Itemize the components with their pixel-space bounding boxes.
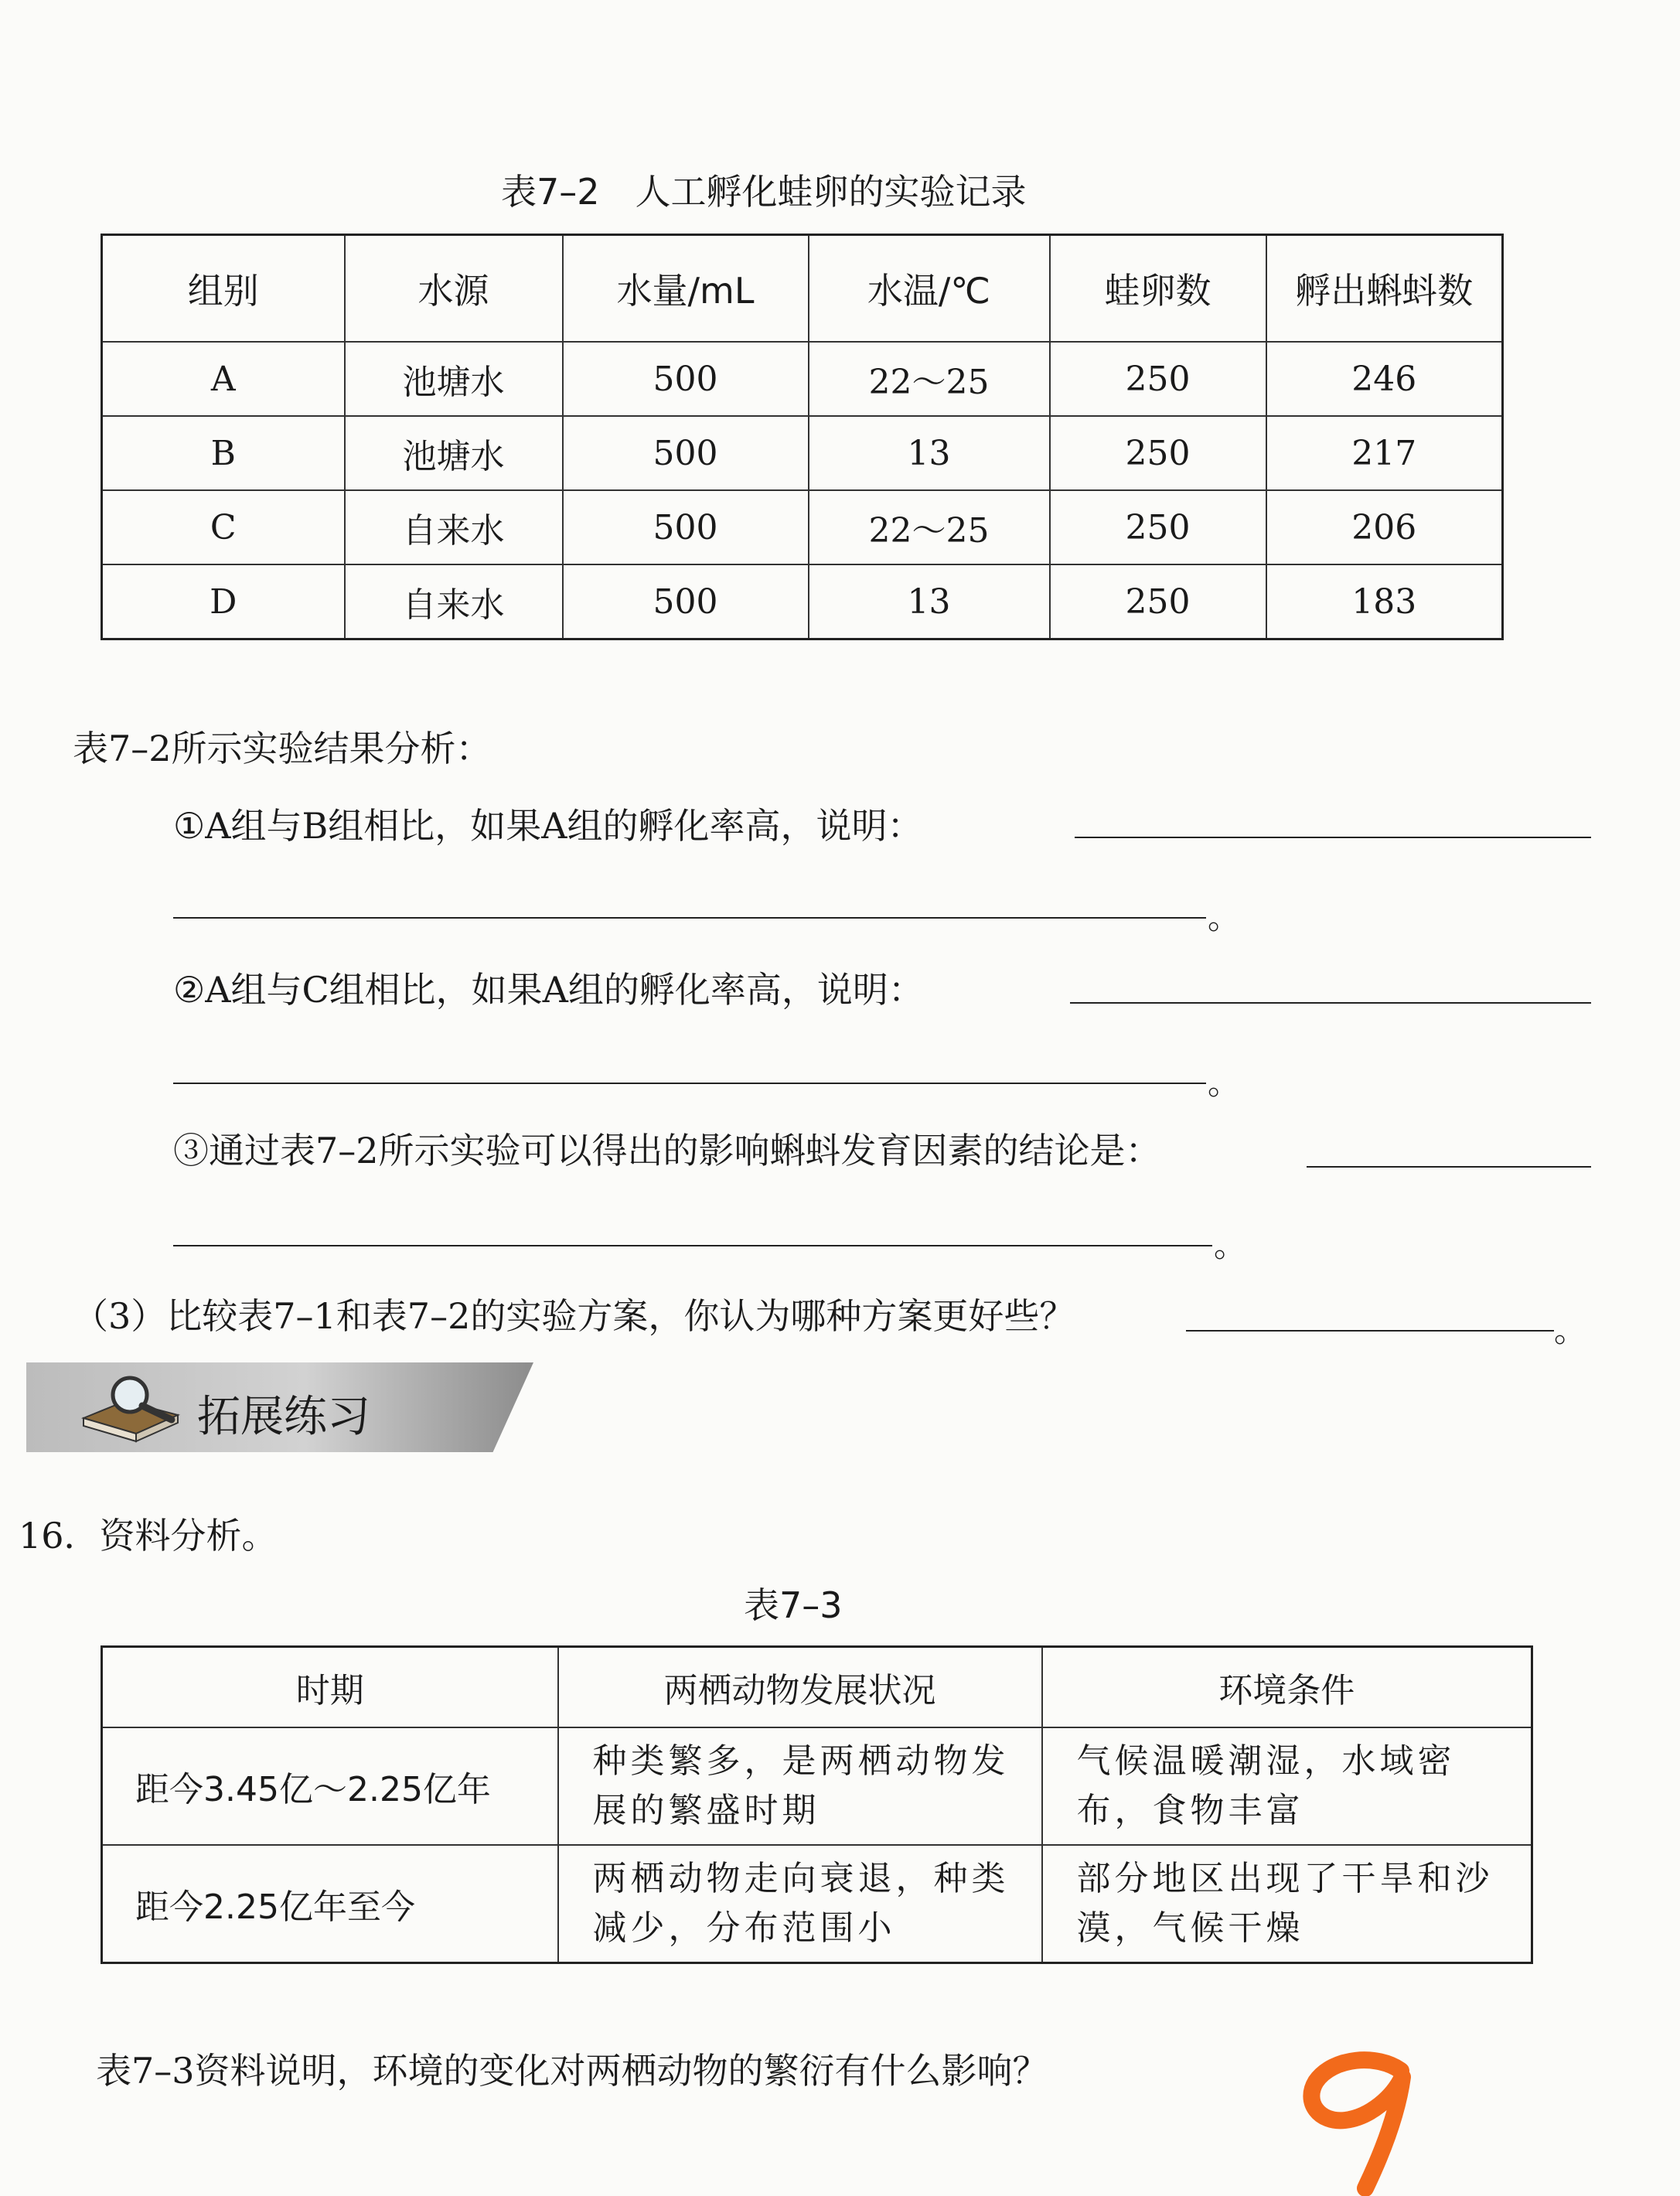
period-mark: 。 [1214,1226,1247,1264]
answer-blank[interactable] [173,1083,1206,1084]
table-72-header: 孵出蝌蚪数 [1266,235,1503,343]
table-cell: 13 [809,564,1050,639]
table-cell: 池塘水 [345,342,563,416]
section-title: 拓展练习 [197,1392,370,1442]
period-mark: 。 [1554,1311,1587,1349]
table-cell: 气候温暖潮湿，水域密布，食物丰富 [1042,1727,1532,1845]
table-cell: 500 [563,342,809,416]
table-row [102,1845,1532,1963]
table-cell: 22～25 [809,490,1050,564]
table-72-header: 蛙卵数 [1050,235,1266,343]
table-cell: C [102,490,345,564]
table-cell: 13 [809,416,1050,490]
table-cell: 部分地区出现了干旱和沙漠，气候干燥 [1042,1845,1532,1963]
table-cell: 250 [1050,564,1266,639]
answer-blank[interactable] [1075,837,1591,838]
table-72-header: 组别 [102,235,345,343]
analysis-heading: 表7–2所示实验结果分析： [73,728,492,769]
table-cell: 22～25 [809,342,1050,416]
table-cell: 250 [1050,416,1266,490]
table-cell: 183 [1266,564,1503,639]
question-16-label: 16．资料分析。 [19,1515,278,1557]
question-16-text: 表7–3资料说明，环境的变化对两栖动物的繁衍有什么影响？ [96,2050,1048,2092]
table-73 [101,1645,1533,1964]
answer-blank[interactable] [1186,1330,1554,1332]
table-cell: 206 [1266,490,1503,564]
table-cell: 自来水 [345,490,563,564]
table-cell: 距今3.45亿～2.25亿年 [102,1727,558,1845]
answer-blank[interactable] [173,917,1206,919]
question-3-text: ③通过表7–2所示实验可以得出的影响蝌蚪发育因素的结论是： [173,1130,1161,1171]
table-72-header: 水源 [345,235,563,343]
period-mark: 。 [1208,1064,1241,1102]
table-cell: D [102,564,345,639]
answer-blank[interactable] [173,1245,1212,1246]
table-73-header: 两栖动物发展状况 [558,1647,1042,1728]
table-73-header-row [102,1647,1532,1728]
table-72-title: 表7–2 人工孵化蛙卵的实验记录 [501,171,1027,213]
table-72 [101,234,1504,640]
question-2-text: ②A组与C组相比，如果A组的孵化率高，说明： [173,969,924,1011]
table-72-header: 水温/℃ [809,235,1050,343]
table-cell: 500 [563,564,809,639]
question-1-text: ①A组与B组相比，如果A组的孵化率高，说明： [173,805,923,847]
table-72-header: 水量/mL [563,235,809,343]
table-cell: 250 [1050,490,1266,564]
answer-blank[interactable] [1307,1166,1591,1168]
table-cell: 自来水 [345,564,563,639]
table-73-title: 表7–3 [744,1584,843,1626]
table-cell: 500 [563,490,809,564]
table-cell: A [102,342,345,416]
table-73-header: 环境条件 [1042,1647,1532,1728]
table-cell: 217 [1266,416,1503,490]
table-row [102,1727,1532,1845]
book-magnifier-icon [79,1370,187,1444]
period-mark: 。 [1208,899,1241,936]
table-cell: 种类繁多，是两栖动物发展的繁盛时期 [558,1727,1042,1845]
table-73-header: 时期 [102,1647,558,1728]
table-cell: 两栖动物走向衰退，种类减少，分布范围小 [558,1845,1042,1963]
page-number [1285,2049,1424,2196]
table-cell: 500 [563,416,809,490]
question-4-text: （3）比较表7–1和表7–2的实验方案，你认为哪种方案更好些？ [73,1295,1075,1337]
table-cell: 246 [1266,342,1503,416]
table-row [102,342,1503,416]
answer-blank[interactable] [1070,1002,1591,1004]
table-cell: B [102,416,345,490]
table-cell: 距今2.25亿年至今 [102,1845,558,1963]
table-72-header-row [102,235,1503,343]
table-row [102,416,1503,490]
table-cell: 250 [1050,342,1266,416]
table-row [102,490,1503,564]
table-cell: 池塘水 [345,416,563,490]
table-row [102,564,1503,639]
